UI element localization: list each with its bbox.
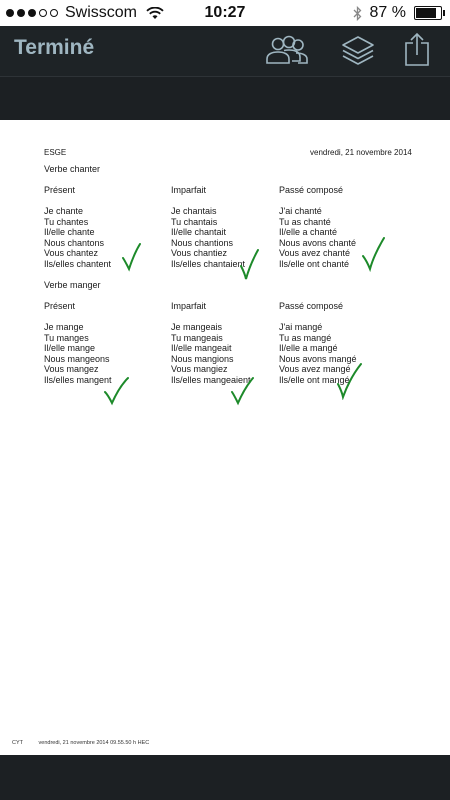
conjugation-line: Tu mangeais bbox=[171, 332, 223, 343]
footer-initials: CYT bbox=[12, 740, 23, 746]
share-icon[interactable] bbox=[402, 31, 432, 69]
conjugation-column-imparfait bbox=[171, 206, 245, 270]
section-title: Verbe manger bbox=[44, 280, 101, 290]
conjugation-column-passe-compose bbox=[279, 206, 356, 270]
conjugation-line: Tu as chanté bbox=[279, 216, 331, 227]
nav-bar bbox=[0, 26, 450, 77]
conjugation-line: Je chante bbox=[44, 206, 84, 216]
document-footer bbox=[12, 740, 163, 746]
conjugation-line: Il/elle a mangé bbox=[279, 343, 338, 354]
clock: 10:27 bbox=[204, 4, 246, 21]
conjugation-line: Nous chantons bbox=[44, 237, 105, 248]
conjugation-line: Ils/elle ont chanté bbox=[279, 258, 350, 269]
column-header-passe-compose: Passé composé bbox=[279, 185, 344, 195]
conjugation-line: Il/elle chante bbox=[44, 227, 95, 238]
done-button[interactable]: Terminé bbox=[14, 36, 95, 59]
checkmark-icon bbox=[360, 236, 386, 272]
conjugation-line: Nous avons mangé bbox=[279, 353, 357, 364]
column-header-present: Présent bbox=[44, 185, 76, 195]
status-right bbox=[353, 4, 442, 22]
battery-icon bbox=[414, 6, 442, 20]
checkmark-icon bbox=[335, 362, 363, 400]
column-header-present: Présent bbox=[44, 301, 76, 311]
conjugation-line: Ils/elles chantent bbox=[44, 258, 112, 269]
conjugation-column-present bbox=[44, 206, 111, 270]
conjugation-line: Nous chantions bbox=[171, 237, 234, 248]
conjugation-line: Vous mangiez bbox=[171, 364, 228, 375]
conjugation-line: Nous mangions bbox=[171, 353, 234, 364]
column-header-passe-compose: Passé composé bbox=[279, 301, 344, 311]
conjugation-line: Il/elle a chanté bbox=[279, 227, 338, 238]
footer-timestamp: vendredi, 21 novembre 2014 09.55.50 h HEC bbox=[38, 740, 150, 746]
conjugation-line: Je mange bbox=[44, 322, 84, 332]
conjugation-line: Nous avons chanté bbox=[279, 237, 357, 248]
conjugation-line: Ils/elle ont mangé bbox=[279, 374, 350, 385]
conjugation-line: Il/elle chantait bbox=[171, 227, 227, 238]
conjugation-line: Tu chantais bbox=[171, 216, 218, 227]
conjugation-line: Vous mangez bbox=[44, 364, 99, 375]
conjugation-line: Il/elle mange bbox=[44, 343, 96, 354]
users-icon[interactable] bbox=[262, 34, 310, 68]
school-name: ESGE bbox=[44, 148, 67, 157]
bottom-bar bbox=[0, 755, 450, 800]
checkmark-icon bbox=[120, 242, 142, 272]
checkmark-icon bbox=[102, 376, 130, 406]
conjugation-line: Nous mangeons bbox=[44, 353, 110, 364]
conjugation-line: Ils/elles mangeaient bbox=[171, 374, 251, 385]
checkmark-icon bbox=[238, 248, 260, 282]
bluetooth-icon bbox=[353, 6, 362, 21]
conjugation-line: Ils/elles mangent bbox=[44, 374, 112, 385]
conjugation-line: Je chantais bbox=[171, 206, 217, 216]
status-bar bbox=[0, 0, 450, 26]
battery-percent: 87 % bbox=[369, 4, 406, 21]
layers-icon[interactable] bbox=[340, 34, 376, 70]
conjugation-line: Vous chantiez bbox=[171, 248, 228, 259]
conjugation-line: Tu manges bbox=[44, 332, 89, 343]
section-title: Verbe chanter bbox=[44, 164, 101, 174]
column-header-imparfait: Imparfait bbox=[171, 301, 207, 311]
conjugation-line: Tu chantes bbox=[44, 216, 89, 227]
conjugation-line: Ils/elles chantaient bbox=[171, 258, 246, 269]
column-header-imparfait: Imparfait bbox=[171, 185, 207, 195]
conjugation-line: J'ai chanté bbox=[279, 206, 322, 216]
checkmark-icon bbox=[229, 376, 255, 406]
conjugation-line: Je mangeais bbox=[171, 322, 223, 332]
conjugation-line: Vous avez mangé bbox=[279, 364, 351, 375]
conjugation-line: Vous avez chanté bbox=[279, 248, 351, 259]
document-page[interactable] bbox=[0, 120, 450, 755]
conjugation-line: J'ai mangé bbox=[279, 322, 323, 332]
document-date: vendredi, 21 novembre 2014 bbox=[310, 148, 412, 157]
conjugation-line: Il/elle mangeait bbox=[171, 343, 232, 354]
toolbar-spacer bbox=[0, 77, 450, 120]
carrier-name: Swisscom bbox=[65, 4, 138, 21]
conjugation-line: Tu as mangé bbox=[279, 332, 332, 343]
conjugation-line: Vous chantez bbox=[44, 248, 99, 259]
